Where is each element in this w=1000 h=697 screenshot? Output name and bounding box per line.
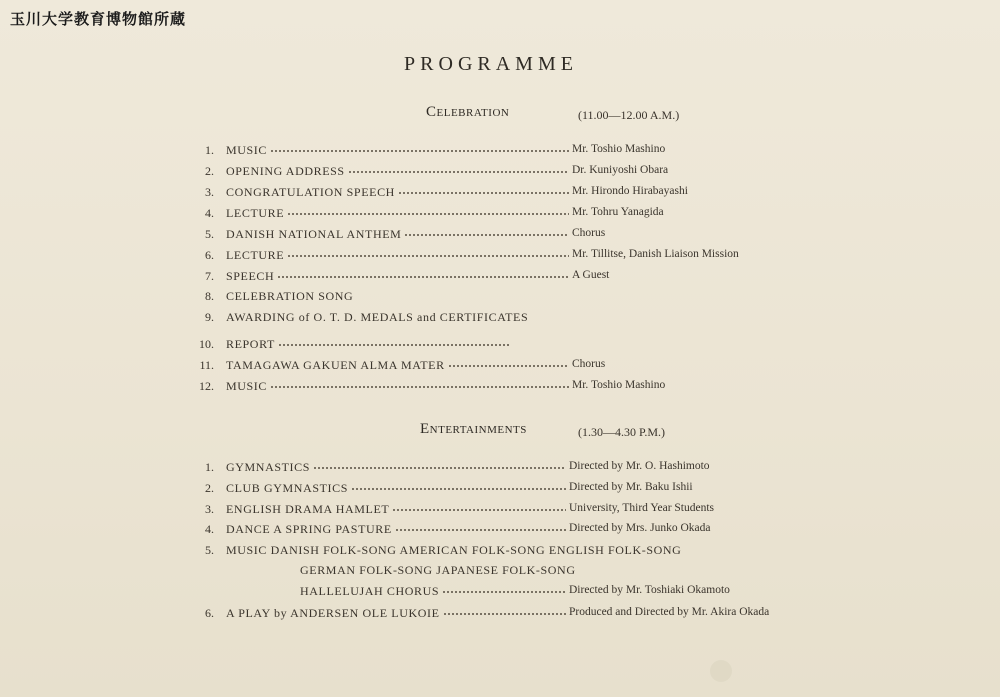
item-label: AWARDING of O. T. D. MEDALS and CERTIFICATES — [226, 310, 529, 324]
dot-leader — [392, 508, 566, 512]
entertainments-item — [0, 481, 1000, 499]
entertainments-heading: Entertainments — [420, 421, 527, 437]
item-number: 1. — [205, 460, 214, 474]
celebration-item — [0, 379, 1000, 397]
celebration-item — [0, 358, 1000, 376]
celebration-item — [0, 337, 1000, 355]
item-number: 2. — [205, 481, 214, 495]
celebration-item — [0, 185, 1000, 203]
item-label: ENGLISH DRAMA HAMLET — [226, 502, 390, 516]
item-label: CONGRATULATION SPEECH — [226, 185, 395, 199]
programme-title: PROGRAMME — [404, 53, 578, 75]
dot-leader — [270, 385, 569, 389]
item-performer: Mr. Toshio Mashino — [572, 379, 666, 391]
item-label: REPORT — [226, 337, 275, 351]
item-label: MUSIC DANISH FOLK-SONG AMERICAN FOLK-SONG ENGLISH FOLK-SONG — [226, 543, 682, 557]
item-label: A PLAY by ANDERSEN OLE LUKOIE — [226, 606, 440, 620]
dot-leader — [442, 590, 566, 594]
item-label: HALLELUJAH CHORUS — [300, 584, 440, 598]
celebration-item — [0, 143, 1000, 161]
dot-leader — [395, 528, 566, 532]
item-label: GYMNASTICS — [226, 460, 311, 474]
dot-leader — [287, 254, 569, 258]
item-performer: Chorus — [572, 227, 606, 239]
item-number: 12. — [199, 379, 214, 393]
item-number: 6. — [205, 606, 214, 620]
item-performer: Mr. Tillitse, Danish Liaison Mission — [572, 248, 739, 260]
item-performer: Chorus — [572, 358, 606, 370]
item-performer: Mr. Toshio Mashino — [572, 143, 666, 155]
item-label: DANCE A SPRING PASTURE — [226, 522, 392, 536]
item-label: LECTURE — [226, 248, 285, 262]
entertainments-item — [0, 460, 1000, 478]
item-label: DANISH NATIONAL ANTHEM — [226, 227, 402, 241]
item-label: CLUB GYMNASTICS — [226, 481, 349, 495]
dot-leader — [278, 343, 510, 347]
entertainments-item — [0, 584, 1000, 602]
entertainments-item — [0, 563, 1000, 581]
celebration-item — [0, 289, 1000, 307]
item-performer: Directed by Mr. Baku Ishii — [569, 481, 693, 493]
celebration-item — [0, 269, 1000, 287]
entertainments-item — [0, 606, 1000, 624]
item-label: TAMAGAWA GAKUEN ALMA MATER — [226, 358, 445, 372]
celebration-item — [0, 227, 1000, 245]
item-performer: Mr. Tohru Yanagida — [572, 206, 664, 218]
dot-leader — [277, 275, 569, 279]
item-performer: University, Third Year Students — [569, 502, 715, 514]
item-number: 5. — [205, 543, 214, 557]
celebration-item — [0, 164, 1000, 182]
item-label: SPEECH — [226, 269, 275, 283]
dot-leader — [287, 212, 569, 216]
item-number: 2. — [205, 164, 214, 178]
item-number: 8. — [205, 289, 214, 303]
entertainments-item — [0, 522, 1000, 540]
dot-leader — [351, 487, 566, 491]
dot-leader — [348, 170, 569, 174]
celebration-time: (11.00—12.00 A.M.) — [578, 108, 680, 122]
museum-collection-stamp: 玉川大学教育博物館所蔵 — [10, 10, 187, 28]
item-label: MUSIC — [226, 143, 268, 157]
item-number: 6. — [205, 248, 214, 262]
celebration-heading: Celebration — [426, 104, 510, 120]
dot-leader — [270, 149, 569, 153]
item-number: 1. — [205, 143, 214, 157]
dot-leader — [313, 466, 566, 470]
item-label: MUSIC — [226, 379, 268, 393]
item-performer: Dr. Kuniyoshi Obara — [572, 164, 669, 176]
item-label: CELEBRATION SONG — [226, 289, 354, 303]
celebration-item — [0, 310, 1000, 328]
item-number: 5. — [205, 227, 214, 241]
dot-leader — [404, 233, 569, 237]
item-label: LECTURE — [226, 206, 285, 220]
item-performer: Mr. Hirondo Hirabayashi — [572, 185, 688, 197]
dot-leader — [448, 364, 569, 368]
item-number: 11. — [199, 358, 214, 372]
item-label: GERMAN FOLK-SONG JAPANESE FOLK-SONG — [300, 563, 576, 577]
item-number: 7. — [205, 269, 214, 283]
item-performer: A Guest — [572, 269, 610, 281]
entertainments-item — [0, 502, 1000, 520]
entertainments-item — [0, 543, 1000, 561]
item-label: OPENING ADDRESS — [226, 164, 345, 178]
dot-leader — [443, 612, 566, 616]
item-number: 3. — [205, 185, 214, 199]
item-performer: Directed by Mr. Toshiaki Okamoto — [569, 584, 730, 596]
dot-leader — [398, 191, 569, 195]
item-performer: Directed by Mr. O. Hashimoto — [569, 460, 710, 472]
entertainments-time: (1.30—4.30 P.M.) — [578, 425, 666, 439]
item-performer: Produced and Directed by Mr. Akira Okada — [569, 606, 770, 618]
paper-stain — [710, 660, 732, 682]
item-number: 3. — [205, 502, 214, 516]
item-performer: Directed by Mrs. Junko Okada — [569, 522, 711, 534]
item-number: 10. — [199, 337, 214, 351]
item-number: 4. — [205, 522, 214, 536]
celebration-item — [0, 206, 1000, 224]
item-number: 9. — [205, 310, 214, 324]
celebration-item — [0, 248, 1000, 266]
item-number: 4. — [205, 206, 214, 220]
